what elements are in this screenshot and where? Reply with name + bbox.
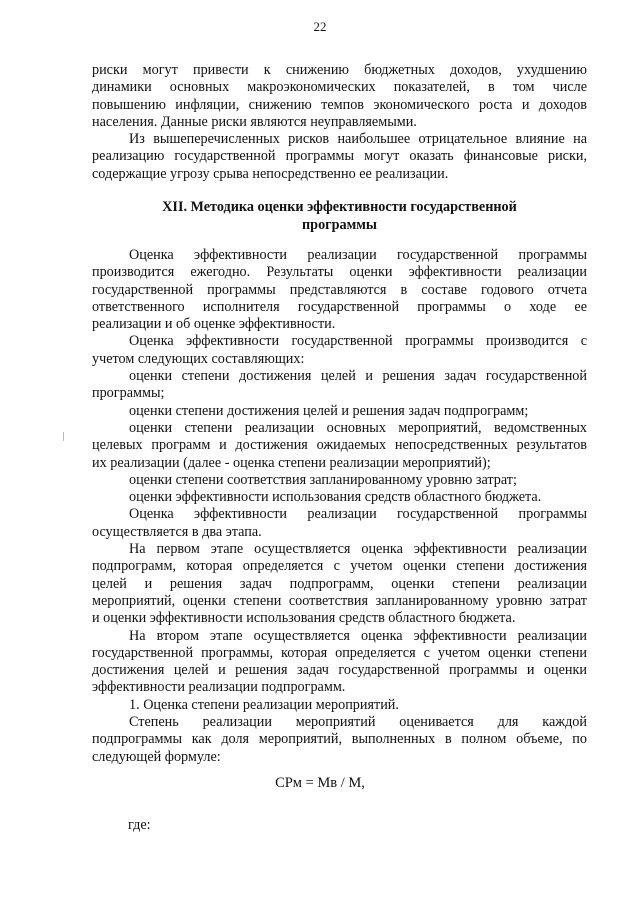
section-heading-line: программы — [302, 216, 377, 233]
paragraph-line: государственной программы, которая определяется с учетом оценки степени — [92, 644, 587, 661]
paragraph-line: Из вышеперечисленных рисков наибольшее отрицательное влияние на — [129, 131, 587, 148]
paragraph-line: оценки степени реализации основных мероприятий, ведомственных — [129, 419, 587, 436]
paragraph-line: программы; — [92, 385, 165, 402]
paragraph-line: населения. Данные риски являются неуправляемыми. — [92, 113, 417, 130]
paragraph-line: повышению инфляции, снижению темпов экономического роста и доходов — [92, 96, 587, 113]
paragraph-line: целей и решения задач подпрограмм, оценки степени реализации — [92, 575, 587, 592]
paragraph-line: оценки степени достижения целей и решения задач государственной — [129, 368, 587, 385]
paragraph-line: Степень реализации мероприятий оценивается для каждой — [129, 714, 587, 731]
section-heading — [92, 199, 587, 234]
paragraph-line: их реализации (далее - оценка степени реализации мероприятий); — [92, 454, 491, 471]
paragraph-line: и оценки эффективности использования средств областного бюджета. — [92, 610, 516, 627]
paragraph-line: подпрограмм, которая определяется с учетом оценки степени достижения — [92, 558, 587, 575]
paragraph-line: производится ежегодно. Результаты оценки эффективности реализации — [92, 264, 587, 281]
paragraph-line: оценки эффективности использования средств областного бюджета. — [129, 489, 542, 506]
paragraph-line: На втором этапе осуществляется оценка эффективности реализации — [129, 627, 587, 644]
paragraph-line: содержащие угрозу срыва непосредственно ее реализации. — [92, 165, 449, 182]
paragraph-line: государственной программы представляются в составе годового отчета — [92, 281, 587, 298]
intro-text — [92, 62, 587, 183]
paragraph-line: эффективности реализации подпрограмм. — [92, 679, 346, 696]
section-body — [92, 247, 587, 766]
paragraph-line: учетом следующих составляющих: — [92, 350, 305, 367]
paragraph-line: достижения целей и решения задач государственной программы и оценки — [92, 662, 587, 679]
paragraph-line: Оценка эффективности реализации государственной программы — [129, 506, 587, 523]
formula: СРм = Мв / М, — [275, 775, 365, 791]
paragraph-line: следующей формуле: — [92, 748, 221, 765]
paragraph-line: Оценка эффективности реализации государственной программы — [129, 247, 587, 263]
paragraph-line: оценки степени соответствия запланированному уровню затрат; — [129, 471, 517, 488]
paragraph-line: реализацию государственной программы могут оказать финансовые риски, — [92, 148, 587, 165]
paragraph-line: 1. Оценка степени реализации мероприятий. — [129, 696, 399, 713]
paragraph-line: динамики основных макроэкономических показателей, в том числе — [92, 79, 587, 96]
paragraph-line: ответственного исполнителя государственной программы о ходе ее — [92, 298, 587, 315]
page-number: 22 — [313, 19, 327, 34]
paragraph-line: реализации и об оценке эффективности. — [92, 316, 336, 333]
where-label: где: — [128, 817, 151, 833]
paragraph-line: подпрограммы как доля мероприятий, выполненных в полном объеме, по — [92, 731, 587, 748]
paragraph-line: целевых программ и достижения ожидаемых непосредственных результатов — [92, 437, 587, 454]
section-heading-line: XII. Методика оценки эффективности государственной — [162, 199, 517, 215]
paragraph-line: оценки степени достижения целей и решения задач подпрограмм; — [129, 402, 529, 419]
paragraph-line: мероприятий, оценки степени соответствия запланированному уровню затрат — [92, 592, 587, 609]
margin-mark — [63, 432, 64, 441]
paragraph-line: На первом этапе осуществляется оценка эффективности реализации — [129, 541, 587, 558]
paragraph-line: осуществляется в два этапа. — [92, 523, 262, 540]
paragraph-line: Оценка эффективности государственной программы производится с — [129, 333, 587, 350]
paragraph-line: риски могут привести к снижению бюджетных доходов, ухудшению — [92, 62, 587, 78]
